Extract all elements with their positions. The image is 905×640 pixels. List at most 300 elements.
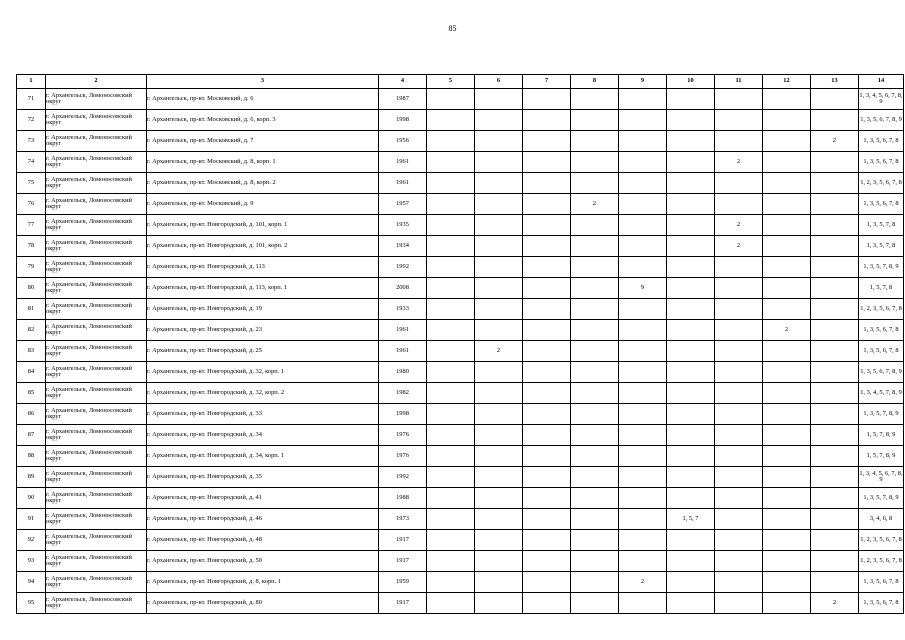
cell-col-8 <box>571 173 619 194</box>
cell-col-11 <box>715 194 763 215</box>
cell-col-12 <box>763 530 811 551</box>
cell-col-12 <box>763 341 811 362</box>
cell-col-9 <box>619 593 667 614</box>
cell-col-7 <box>523 152 571 173</box>
table-row <box>17 278 904 299</box>
cell-build-year: 1988 <box>379 488 427 509</box>
cell-row-number: 75 <box>17 173 46 194</box>
cell-address: г. Архангельск, пр-кт. Новгородский, д. 80 <box>147 593 379 614</box>
cell-col-9 <box>619 152 667 173</box>
cell-col-8 <box>571 593 619 614</box>
cell-col-7 <box>523 278 571 299</box>
cell-col-14: 1, 5, 7, 8 <box>859 278 904 299</box>
cell-row-number: 79 <box>17 257 46 278</box>
cell-col-7 <box>523 509 571 530</box>
cell-col-12 <box>763 551 811 572</box>
cell-build-year: 1935 <box>379 215 427 236</box>
cell-row-number: 89 <box>17 467 46 488</box>
cell-col-9 <box>619 446 667 467</box>
cell-col-6: 2 <box>475 341 523 362</box>
cell-col-13 <box>811 110 859 131</box>
cell-col-6 <box>475 509 523 530</box>
cell-build-year: 1959 <box>379 572 427 593</box>
cell-address: г. Архангельск, пр-кт. Московский, д. 8, корп. 1 <box>147 152 379 173</box>
cell-col-13 <box>811 173 859 194</box>
cell-col-11 <box>715 278 763 299</box>
cell-col-7 <box>523 404 571 425</box>
cell-row-number: 86 <box>17 404 46 425</box>
table-row <box>17 509 904 530</box>
cell-build-year: 1961 <box>379 173 427 194</box>
cell-col-7 <box>523 593 571 614</box>
table-row <box>17 194 904 215</box>
cell-col-5 <box>427 152 475 173</box>
cell-col-6 <box>475 110 523 131</box>
cell-col-5 <box>427 320 475 341</box>
cell-address: г. Архангельск, пр-кт. Новгородский, д. 23 <box>147 320 379 341</box>
cell-col-12 <box>763 131 811 152</box>
cell-col-5 <box>427 509 475 530</box>
cell-col-11 <box>715 404 763 425</box>
cell-col-6 <box>475 131 523 152</box>
cell-address: г. Архангельск, пр-кт. Московский, д. 9 <box>147 194 379 215</box>
column-header-8: 8 <box>571 75 619 89</box>
cell-district: г. Архангельск, Ломоносовский округ <box>46 257 147 278</box>
cell-col-11 <box>715 383 763 404</box>
cell-district: г. Архангельск, Ломоносовский округ <box>46 89 147 110</box>
cell-col-14: 1, 3, 5, 6, 7, 8 <box>859 194 904 215</box>
cell-col-9 <box>619 551 667 572</box>
column-header-4: 4 <box>379 75 427 89</box>
table-row <box>17 152 904 173</box>
cell-col-5 <box>427 299 475 320</box>
cell-col-12 <box>763 110 811 131</box>
cell-col-5 <box>427 257 475 278</box>
cell-col-5 <box>427 215 475 236</box>
cell-address: г. Архангельск, пр-кт. Новгородский, д. 8, корп. 1 <box>147 572 379 593</box>
cell-row-number: 80 <box>17 278 46 299</box>
table-row <box>17 383 904 404</box>
cell-col-13 <box>811 509 859 530</box>
cell-col-13: 2 <box>811 593 859 614</box>
cell-build-year: 1982 <box>379 383 427 404</box>
cell-col-14: 1, 3, 5, 7, 8, 9 <box>859 488 904 509</box>
cell-col-5 <box>427 278 475 299</box>
cell-build-year: 1973 <box>379 509 427 530</box>
table-row <box>17 446 904 467</box>
cell-col-12 <box>763 278 811 299</box>
cell-col-5 <box>427 89 475 110</box>
cell-row-number: 95 <box>17 593 46 614</box>
table-row <box>17 467 904 488</box>
cell-col-13 <box>811 383 859 404</box>
cell-row-number: 73 <box>17 131 46 152</box>
cell-col-14: 1, 3, 5, 6, 7, 8 <box>859 572 904 593</box>
column-header-7: 7 <box>523 75 571 89</box>
cell-col-7 <box>523 110 571 131</box>
cell-district: г. Архангельск, Ломоносовский округ <box>46 236 147 257</box>
cell-col-7 <box>523 131 571 152</box>
cell-col-14: 1, 3, 4, 5, 6, 7, 8, 9 <box>859 467 904 488</box>
cell-district: г. Архангельск, Ломоносовский округ <box>46 593 147 614</box>
cell-col-8 <box>571 404 619 425</box>
cell-col-13 <box>811 299 859 320</box>
cell-col-9 <box>619 236 667 257</box>
cell-address: г. Архангельск, пр-кт. Новгородский, д. 48 <box>147 530 379 551</box>
table-row <box>17 131 904 152</box>
cell-col-13 <box>811 215 859 236</box>
cell-col-5 <box>427 530 475 551</box>
cell-col-10 <box>667 404 715 425</box>
cell-col-12 <box>763 89 811 110</box>
cell-col-14: 1, 3, 5, 6, 7, 8 <box>859 131 904 152</box>
cell-row-number: 77 <box>17 215 46 236</box>
cell-address: г. Архангельск, пр-кт. Новгородский, д. 34, корп. 1 <box>147 446 379 467</box>
cell-col-14: 1, 3, 5, 7, 8 <box>859 236 904 257</box>
cell-col-11 <box>715 89 763 110</box>
cell-build-year: 1933 <box>379 299 427 320</box>
cell-col-9 <box>619 509 667 530</box>
cell-col-14: 1, 3, 5, 7, 8, 9 <box>859 404 904 425</box>
cell-col-14: 1, 2, 3, 5, 6, 7, 8 <box>859 173 904 194</box>
cell-col-9 <box>619 320 667 341</box>
cell-col-8 <box>571 236 619 257</box>
table-row <box>17 257 904 278</box>
cell-col-5 <box>427 173 475 194</box>
table-row <box>17 404 904 425</box>
cell-col-8 <box>571 110 619 131</box>
cell-col-12 <box>763 194 811 215</box>
cell-col-10 <box>667 341 715 362</box>
cell-address: г. Архангельск, пр-кт. Московский, д. 6 <box>147 89 379 110</box>
cell-row-number: 78 <box>17 236 46 257</box>
cell-col-13 <box>811 320 859 341</box>
cell-row-number: 85 <box>17 383 46 404</box>
cell-col-13 <box>811 572 859 593</box>
cell-col-11 <box>715 572 763 593</box>
cell-col-10 <box>667 152 715 173</box>
table-row <box>17 488 904 509</box>
cell-col-12 <box>763 425 811 446</box>
cell-col-9 <box>619 131 667 152</box>
cell-col-11 <box>715 551 763 572</box>
cell-col-12 <box>763 173 811 194</box>
cell-col-7 <box>523 551 571 572</box>
cell-col-10 <box>667 383 715 404</box>
cell-address: г. Архангельск, пр-кт. Новгородский, д. 113 <box>147 257 379 278</box>
cell-col-9 <box>619 341 667 362</box>
cell-col-10 <box>667 194 715 215</box>
cell-row-number: 93 <box>17 551 46 572</box>
cell-row-number: 74 <box>17 152 46 173</box>
cell-address: г. Архангельск, пр-кт. Новгородский, д. 32, корп. 1 <box>147 362 379 383</box>
cell-col-10 <box>667 362 715 383</box>
cell-col-5 <box>427 404 475 425</box>
cell-district: г. Архангельск, Ломоносовский округ <box>46 131 147 152</box>
column-header-10: 10 <box>667 75 715 89</box>
cell-col-12 <box>763 404 811 425</box>
cell-col-10 <box>667 320 715 341</box>
cell-col-12 <box>763 299 811 320</box>
cell-col-9 <box>619 257 667 278</box>
cell-col-6 <box>475 257 523 278</box>
cell-address: г. Архангельск, пр-кт. Новгородский, д. 19 <box>147 299 379 320</box>
cell-district: г. Архангельск, Ломоносовский округ <box>46 425 147 446</box>
cell-address: г. Архангельск, пр-кт. Новгородский, д. 50 <box>147 551 379 572</box>
cell-build-year: 1976 <box>379 425 427 446</box>
cell-col-6 <box>475 446 523 467</box>
cell-col-5 <box>427 446 475 467</box>
cell-col-9 <box>619 299 667 320</box>
cell-district: г. Архангельск, Ломоносовский округ <box>46 551 147 572</box>
cell-col-13 <box>811 530 859 551</box>
cell-col-11 <box>715 446 763 467</box>
cell-row-number: 94 <box>17 572 46 593</box>
cell-col-11: 2 <box>715 236 763 257</box>
cell-col-13 <box>811 194 859 215</box>
cell-col-8: 2 <box>571 194 619 215</box>
cell-address: г. Архангельск, пр-кт. Новгородский, д. 46 <box>147 509 379 530</box>
table-row <box>17 362 904 383</box>
column-header-13: 13 <box>811 75 859 89</box>
cell-col-9 <box>619 383 667 404</box>
cell-col-5 <box>427 131 475 152</box>
cell-col-12 <box>763 593 811 614</box>
cell-address: г. Архангельск, пр-кт. Новгородский, д. 101, корп. 2 <box>147 236 379 257</box>
cell-col-10 <box>667 173 715 194</box>
column-header-2: 2 <box>46 75 147 89</box>
cell-col-13 <box>811 467 859 488</box>
cell-row-number: 91 <box>17 509 46 530</box>
cell-district: г. Архангельск, Ломоносовский округ <box>46 446 147 467</box>
cell-col-7 <box>523 320 571 341</box>
table-row <box>17 425 904 446</box>
cell-col-6 <box>475 362 523 383</box>
cell-col-14: 1, 2, 3, 5, 6, 7, 8 <box>859 299 904 320</box>
table-row <box>17 236 904 257</box>
cell-district: г. Архангельск, Ломоносовский округ <box>46 110 147 131</box>
cell-district: г. Архангельск, Ломоносовский округ <box>46 299 147 320</box>
cell-row-number: 84 <box>17 362 46 383</box>
cell-col-7 <box>523 383 571 404</box>
cell-district: г. Архангельск, Ломоносовский округ <box>46 404 147 425</box>
cell-district: г. Архангельск, Ломоносовский округ <box>46 383 147 404</box>
cell-col-10 <box>667 215 715 236</box>
cell-col-14: 1, 2, 3, 5, 6, 7, 8 <box>859 551 904 572</box>
cell-col-7 <box>523 446 571 467</box>
cell-col-7 <box>523 488 571 509</box>
table-body <box>17 89 904 614</box>
cell-address: г. Архангельск, пр-кт. Новгородский, д. 101, корп. 1 <box>147 215 379 236</box>
cell-col-8 <box>571 131 619 152</box>
cell-col-6 <box>475 593 523 614</box>
cell-col-12 <box>763 152 811 173</box>
table-row <box>17 215 904 236</box>
cell-col-11 <box>715 131 763 152</box>
cell-col-11: 2 <box>715 215 763 236</box>
cell-col-6 <box>475 467 523 488</box>
cell-col-14: 1, 3, 5, 6, 7, 8 <box>859 320 904 341</box>
cell-address: г. Архангельск, пр-кт. Новгородский, д. 25 <box>147 341 379 362</box>
cell-col-10 <box>667 110 715 131</box>
cell-build-year: 1917 <box>379 551 427 572</box>
cell-col-13 <box>811 551 859 572</box>
cell-col-8 <box>571 509 619 530</box>
table-row <box>17 173 904 194</box>
cell-col-5 <box>427 572 475 593</box>
column-header-1: 1 <box>17 75 46 89</box>
cell-col-11 <box>715 341 763 362</box>
cell-col-5 <box>427 467 475 488</box>
cell-row-number: 83 <box>17 341 46 362</box>
cell-build-year: 1934 <box>379 236 427 257</box>
cell-col-9: 9 <box>619 278 667 299</box>
column-header-11: 11 <box>715 75 763 89</box>
cell-col-13 <box>811 89 859 110</box>
cell-col-13 <box>811 362 859 383</box>
cell-col-12 <box>763 236 811 257</box>
cell-col-10 <box>667 446 715 467</box>
cell-col-8 <box>571 89 619 110</box>
cell-col-9 <box>619 362 667 383</box>
cell-col-8 <box>571 257 619 278</box>
cell-col-6 <box>475 299 523 320</box>
cell-col-11 <box>715 467 763 488</box>
cell-build-year: 2008 <box>379 278 427 299</box>
cell-col-8 <box>571 215 619 236</box>
cell-col-13 <box>811 341 859 362</box>
cell-col-5 <box>427 341 475 362</box>
cell-build-year: 1961 <box>379 341 427 362</box>
cell-col-6 <box>475 404 523 425</box>
cell-col-12 <box>763 383 811 404</box>
cell-col-6 <box>475 383 523 404</box>
cell-district: г. Архангельск, Ломоносовский округ <box>46 152 147 173</box>
column-header-3: 3 <box>147 75 379 89</box>
cell-build-year: 1987 <box>379 89 427 110</box>
cell-col-14: 1, 3, 5, 6, 7, 8 <box>859 341 904 362</box>
cell-col-8 <box>571 152 619 173</box>
cell-build-year: 1917 <box>379 530 427 551</box>
cell-col-14: 1, 3, 4, 5, 6, 7, 8, 9 <box>859 89 904 110</box>
cell-col-10: 1, 5, 7 <box>667 509 715 530</box>
cell-col-11: 2 <box>715 152 763 173</box>
cell-col-14: 1, 3, 5, 6, 7, 8, 9 <box>859 110 904 131</box>
cell-col-5 <box>427 383 475 404</box>
cell-district: г. Архангельск, Ломоносовский округ <box>46 173 147 194</box>
cell-col-9 <box>619 530 667 551</box>
cell-row-number: 71 <box>17 89 46 110</box>
cell-col-13 <box>811 152 859 173</box>
cell-col-7 <box>523 362 571 383</box>
cell-col-12 <box>763 362 811 383</box>
table-row <box>17 89 904 110</box>
cell-col-7 <box>523 530 571 551</box>
cell-col-11 <box>715 509 763 530</box>
cell-col-10 <box>667 257 715 278</box>
cell-address: г. Архангельск, пр-кт. Московский, д. 8, корп. 2 <box>147 173 379 194</box>
cell-col-8 <box>571 320 619 341</box>
cell-col-6 <box>475 551 523 572</box>
cell-col-9 <box>619 404 667 425</box>
cell-col-6 <box>475 89 523 110</box>
cell-col-13 <box>811 446 859 467</box>
cell-col-12 <box>763 257 811 278</box>
cell-col-11 <box>715 593 763 614</box>
cell-row-number: 76 <box>17 194 46 215</box>
cell-col-8 <box>571 446 619 467</box>
column-header-12: 12 <box>763 75 811 89</box>
cell-col-14: 3, 4, 6, 8 <box>859 509 904 530</box>
table-row <box>17 593 904 614</box>
cell-col-8 <box>571 572 619 593</box>
column-header-5: 5 <box>427 75 475 89</box>
table-header-row <box>17 75 904 89</box>
cell-col-12 <box>763 446 811 467</box>
cell-col-6 <box>475 152 523 173</box>
cell-district: г. Архангельск, Ломоносовский округ <box>46 341 147 362</box>
cell-col-5 <box>427 362 475 383</box>
cell-col-8 <box>571 488 619 509</box>
cell-col-5 <box>427 110 475 131</box>
cell-col-6 <box>475 530 523 551</box>
cell-row-number: 72 <box>17 110 46 131</box>
table-row <box>17 551 904 572</box>
cell-col-13: 2 <box>811 131 859 152</box>
cell-col-8 <box>571 341 619 362</box>
table-row <box>17 341 904 362</box>
cell-col-14: 1, 3, 5, 7, 8, 9 <box>859 257 904 278</box>
cell-col-9 <box>619 110 667 131</box>
cell-col-13 <box>811 404 859 425</box>
cell-col-14: 1, 3, 5, 6, 7, 8, 9 <box>859 362 904 383</box>
cell-col-8 <box>571 383 619 404</box>
cell-col-7 <box>523 467 571 488</box>
cell-col-14: 1, 5, 7, 8, 9 <box>859 446 904 467</box>
cell-col-9 <box>619 194 667 215</box>
cell-district: г. Архангельск, Ломоносовский округ <box>46 509 147 530</box>
cell-col-12: 2 <box>763 320 811 341</box>
cell-col-11 <box>715 425 763 446</box>
cell-col-11 <box>715 530 763 551</box>
cell-col-6 <box>475 320 523 341</box>
cell-col-9 <box>619 467 667 488</box>
cell-col-5 <box>427 194 475 215</box>
table-row <box>17 572 904 593</box>
cell-col-5 <box>427 236 475 257</box>
cell-col-6 <box>475 236 523 257</box>
cell-col-13 <box>811 425 859 446</box>
cell-col-5 <box>427 593 475 614</box>
cell-col-11 <box>715 173 763 194</box>
cell-col-7 <box>523 299 571 320</box>
cell-address: г. Архангельск, пр-кт. Новгородский, д. 34 <box>147 425 379 446</box>
cell-col-5 <box>427 425 475 446</box>
housing-register-table <box>16 74 904 614</box>
cell-district: г. Архангельск, Ломоносовский округ <box>46 488 147 509</box>
cell-col-11 <box>715 257 763 278</box>
cell-col-10 <box>667 131 715 152</box>
cell-col-9 <box>619 488 667 509</box>
cell-build-year: 1976 <box>379 446 427 467</box>
cell-col-6 <box>475 572 523 593</box>
cell-col-9 <box>619 425 667 446</box>
cell-row-number: 81 <box>17 299 46 320</box>
cell-col-10 <box>667 89 715 110</box>
cell-build-year: 1961 <box>379 320 427 341</box>
cell-address: г. Архангельск, пр-кт. Московский, д. 6, корп. 3 <box>147 110 379 131</box>
cell-build-year: 1917 <box>379 593 427 614</box>
